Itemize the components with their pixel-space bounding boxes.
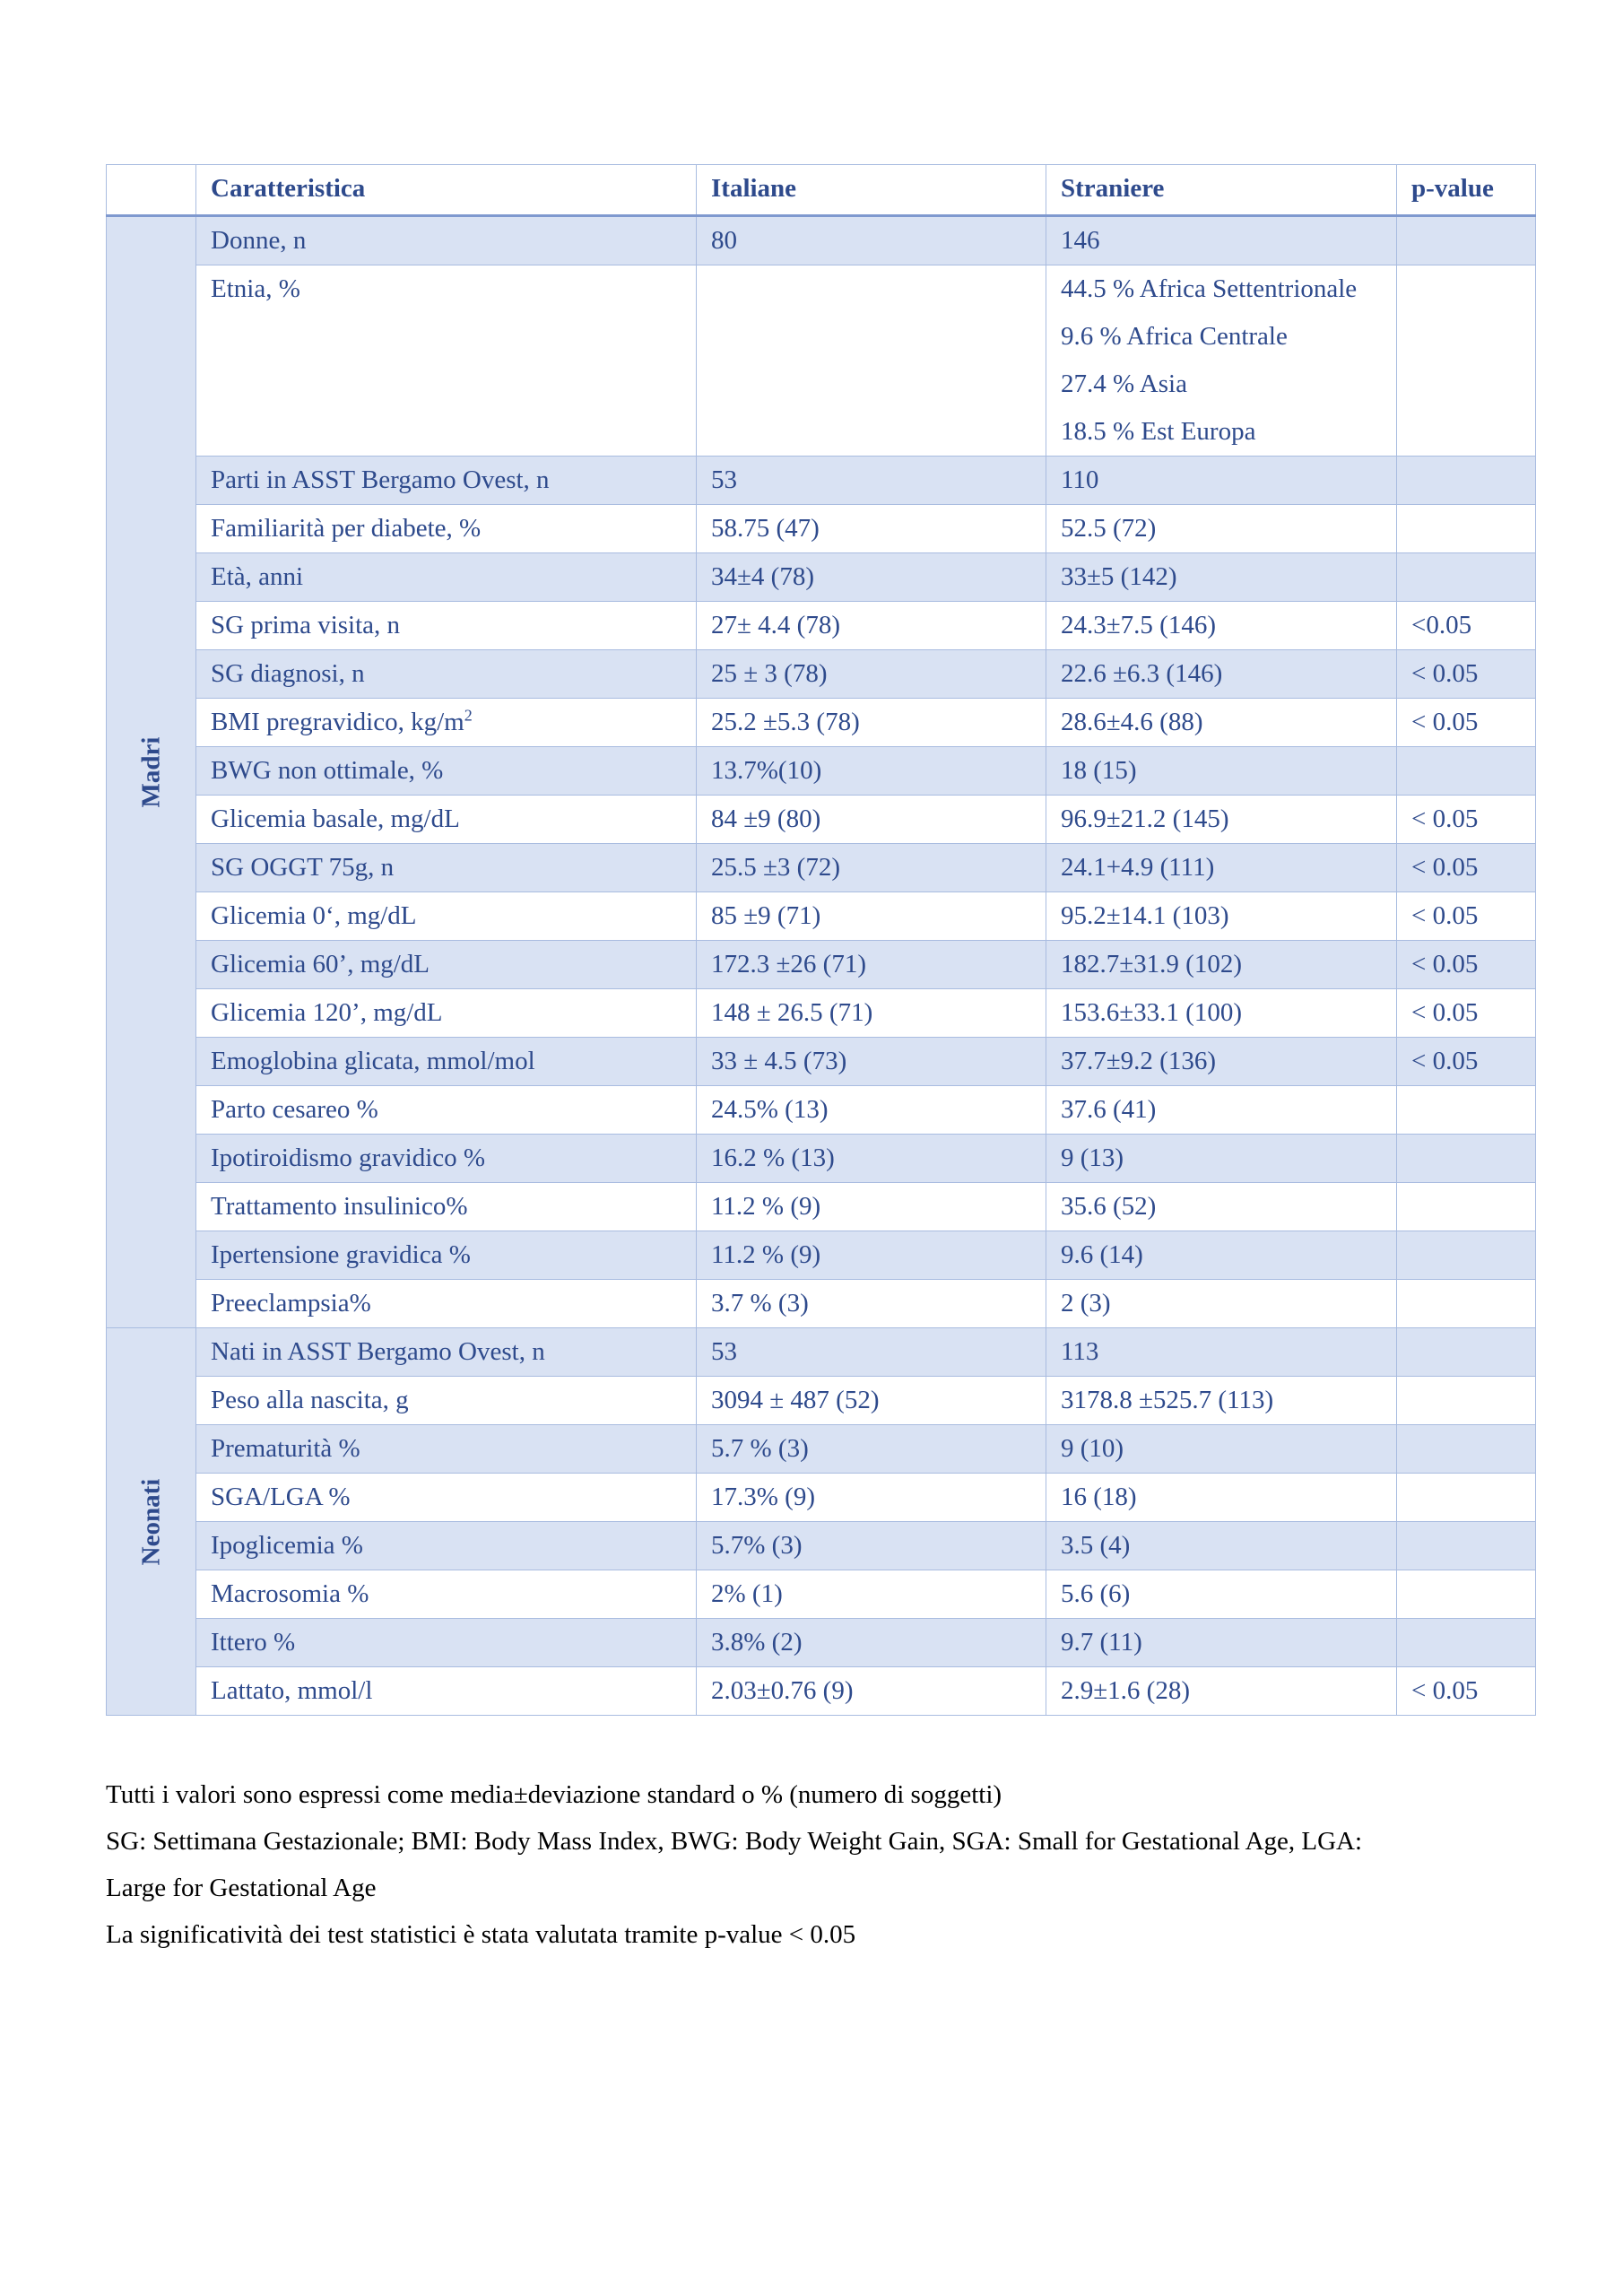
cell-p-value: < 0.05 bbox=[1397, 989, 1536, 1038]
straniere-line: 95.2±14.1 (103) bbox=[1061, 901, 1229, 930]
cell-straniere bbox=[1046, 1377, 1397, 1425]
characteristic-label: Emoglobina glicata, mmol/mol bbox=[211, 1047, 535, 1075]
cell-italiane: 33 ± 4.5 (73) bbox=[697, 1038, 1046, 1086]
straniere-line: 96.9±21.2 (145) bbox=[1061, 804, 1229, 833]
cell-straniere bbox=[1046, 1474, 1397, 1522]
characteristic-label: Parti in ASST Bergamo Ovest, n bbox=[211, 465, 550, 494]
table-row bbox=[107, 457, 1536, 505]
characteristic-label: Peso alla nascita, g bbox=[211, 1386, 409, 1414]
cell-straniere bbox=[1046, 747, 1397, 796]
characteristic-label: SG OGGT 75g, n bbox=[211, 853, 395, 882]
cell-p-value: < 0.05 bbox=[1397, 699, 1536, 747]
straniere-line: 5.6 (6) bbox=[1061, 1579, 1131, 1608]
characteristic-label: Preeclampsia% bbox=[211, 1289, 371, 1318]
cell-italiane: 53 bbox=[697, 457, 1046, 505]
table-row bbox=[107, 796, 1536, 844]
straniere-line: 18.5 % Est Europa bbox=[1061, 417, 1256, 446]
cell-straniere bbox=[1046, 1667, 1397, 1716]
cell-caratteristica bbox=[196, 1425, 697, 1474]
header-group bbox=[107, 165, 196, 216]
cell-caratteristica bbox=[196, 892, 697, 941]
cell-italiane: 172.3 ±26 (71) bbox=[697, 941, 1046, 989]
cell-p-value bbox=[1397, 216, 1536, 265]
cell-caratteristica bbox=[196, 602, 697, 650]
cell-straniere bbox=[1046, 1522, 1397, 1570]
table-header-row bbox=[107, 165, 1536, 216]
characteristic-label: Nati in ASST Bergamo Ovest, n bbox=[211, 1337, 545, 1366]
table-row bbox=[107, 1619, 1536, 1667]
straniere-line: 9.6 % Africa Centrale bbox=[1061, 322, 1288, 351]
table-row bbox=[107, 602, 1536, 650]
characteristic-label: Glicemia 120’, mg/dL bbox=[211, 998, 443, 1027]
characteristic-label: BWG non ottimale, % bbox=[211, 756, 444, 785]
cell-italiane: 24.5% (13) bbox=[697, 1086, 1046, 1135]
characteristic-label: Ipotiroidismo gravidico % bbox=[211, 1144, 486, 1172]
cell-p-value bbox=[1397, 1183, 1536, 1231]
table-row bbox=[107, 1425, 1536, 1474]
cell-p-value bbox=[1397, 553, 1536, 602]
cell-italiane: 16.2 % (13) bbox=[697, 1135, 1046, 1183]
straniere-line: 52.5 (72) bbox=[1061, 514, 1157, 543]
straniere-line: 27.4 % Asia bbox=[1061, 370, 1187, 398]
straniere-line: 3.5 (4) bbox=[1061, 1531, 1131, 1560]
characteristic-label: Prematurità % bbox=[211, 1434, 360, 1463]
header-caratteristica: Caratteristica bbox=[196, 165, 697, 216]
cell-straniere bbox=[1046, 602, 1397, 650]
cell-italiane: 85 ±9 (71) bbox=[697, 892, 1046, 941]
table-row bbox=[107, 844, 1536, 892]
cell-italiane: 2.03±0.76 (9) bbox=[697, 1667, 1046, 1716]
cell-italiane: 5.7% (3) bbox=[697, 1522, 1046, 1570]
cell-straniere bbox=[1046, 941, 1397, 989]
cell-straniere bbox=[1046, 699, 1397, 747]
table-row bbox=[107, 1570, 1536, 1619]
straniere-line: 24.3±7.5 (146) bbox=[1061, 611, 1216, 639]
table-notes bbox=[106, 1771, 1541, 1958]
cell-straniere bbox=[1046, 1619, 1397, 1667]
characteristic-label: BMI pregravidico, kg/m bbox=[211, 708, 464, 736]
table-row bbox=[107, 1522, 1536, 1570]
cell-p-value: < 0.05 bbox=[1397, 892, 1536, 941]
straniere-line: 2 (3) bbox=[1061, 1289, 1111, 1318]
cell-caratteristica bbox=[196, 1328, 697, 1377]
cell-caratteristica bbox=[196, 1086, 697, 1135]
cell-caratteristica bbox=[196, 1038, 697, 1086]
cell-caratteristica bbox=[196, 1280, 697, 1328]
table-row bbox=[107, 747, 1536, 796]
cell-straniere bbox=[1046, 505, 1397, 553]
cell-italiane bbox=[697, 265, 1046, 457]
cell-p-value bbox=[1397, 1474, 1536, 1522]
group-label: Madri bbox=[136, 736, 165, 808]
table-row bbox=[107, 1474, 1536, 1522]
cell-straniere bbox=[1046, 844, 1397, 892]
characteristic-label: Ittero % bbox=[211, 1628, 296, 1657]
cell-italiane: 2% (1) bbox=[697, 1570, 1046, 1619]
cell-straniere bbox=[1046, 265, 1397, 457]
cell-straniere bbox=[1046, 796, 1397, 844]
cell-straniere bbox=[1046, 1280, 1397, 1328]
cell-italiane: 25.5 ±3 (72) bbox=[697, 844, 1046, 892]
cell-italiane: 53 bbox=[697, 1328, 1046, 1377]
cell-caratteristica bbox=[196, 796, 697, 844]
cell-caratteristica bbox=[196, 989, 697, 1038]
straniere-line: 9 (10) bbox=[1061, 1434, 1124, 1463]
cell-straniere bbox=[1046, 1570, 1397, 1619]
cell-p-value bbox=[1397, 265, 1536, 457]
cell-caratteristica bbox=[196, 553, 697, 602]
cell-p-value: < 0.05 bbox=[1397, 796, 1536, 844]
cell-italiane: 3.7 % (3) bbox=[697, 1280, 1046, 1328]
cell-caratteristica bbox=[196, 699, 697, 747]
straniere-line: 22.6 ±6.3 (146) bbox=[1061, 659, 1223, 688]
characteristic-label: Glicemia 60’, mg/dL bbox=[211, 950, 430, 978]
table-row bbox=[107, 553, 1536, 602]
cell-straniere bbox=[1046, 1425, 1397, 1474]
cell-italiane: 13.7%(10) bbox=[697, 747, 1046, 796]
characteristic-label: SG prima visita, n bbox=[211, 611, 401, 639]
table-row bbox=[107, 216, 1536, 265]
group-cell bbox=[107, 1328, 196, 1716]
header-italiane: Italiane bbox=[697, 165, 1046, 216]
table-row bbox=[107, 1667, 1536, 1716]
table-row bbox=[107, 265, 1536, 457]
characteristic-label: Etnia, % bbox=[211, 274, 300, 303]
straniere-line: 16 (18) bbox=[1061, 1483, 1137, 1511]
cell-p-value bbox=[1397, 1522, 1536, 1570]
straniere-line: 9.6 (14) bbox=[1061, 1240, 1143, 1269]
table-row bbox=[107, 1377, 1536, 1425]
straniere-line: 37.6 (41) bbox=[1061, 1095, 1157, 1124]
characteristic-label: Glicemia basale, mg/dL bbox=[211, 804, 460, 833]
cell-straniere bbox=[1046, 1183, 1397, 1231]
cell-italiane: 148 ± 26.5 (71) bbox=[697, 989, 1046, 1038]
table-row bbox=[107, 1038, 1536, 1086]
cell-caratteristica bbox=[196, 1183, 697, 1231]
characteristic-label: Parto cesareo % bbox=[211, 1095, 378, 1124]
characteristic-label: Lattato, mmol/l bbox=[211, 1676, 373, 1705]
cell-p-value bbox=[1397, 1619, 1536, 1667]
cell-p-value bbox=[1397, 1280, 1536, 1328]
straniere-line: 3178.8 ±525.7 (113) bbox=[1061, 1386, 1274, 1414]
cell-p-value: < 0.05 bbox=[1397, 1667, 1536, 1716]
straniere-line: 113 bbox=[1061, 1337, 1099, 1366]
cell-italiane: 25.2 ±5.3 (78) bbox=[697, 699, 1046, 747]
straniere-line: 24.1+4.9 (111) bbox=[1061, 853, 1215, 882]
cell-italiane: 3094 ± 487 (52) bbox=[697, 1377, 1046, 1425]
characteristic-label: Ipoglicemia % bbox=[211, 1531, 363, 1560]
straniere-line: 18 (15) bbox=[1061, 756, 1137, 785]
characteristic-label: Trattamento insulinico% bbox=[211, 1192, 468, 1221]
cell-p-value bbox=[1397, 505, 1536, 553]
cell-straniere bbox=[1046, 216, 1397, 265]
cell-caratteristica bbox=[196, 941, 697, 989]
table-row bbox=[107, 1135, 1536, 1183]
cell-italiane: 80 bbox=[697, 216, 1046, 265]
cell-straniere bbox=[1046, 1231, 1397, 1280]
straniere-line: 9.7 (11) bbox=[1061, 1628, 1142, 1657]
cell-italiane: 25 ± 3 (78) bbox=[697, 650, 1046, 699]
note-line: Large for Gestational Age bbox=[106, 1874, 377, 1902]
characteristic-label: SGA/LGA % bbox=[211, 1483, 351, 1511]
table-row bbox=[107, 941, 1536, 989]
cell-italiane: 17.3% (9) bbox=[697, 1474, 1046, 1522]
group-cell bbox=[107, 216, 196, 1328]
document-page bbox=[106, 164, 1535, 1716]
straniere-line: 9 (13) bbox=[1061, 1144, 1124, 1172]
characteristic-label: Macrosomia % bbox=[211, 1579, 369, 1608]
header-p-value: p-value bbox=[1397, 165, 1536, 216]
cell-caratteristica bbox=[196, 216, 697, 265]
header-straniere: Straniere bbox=[1046, 165, 1397, 216]
cell-p-value bbox=[1397, 1328, 1536, 1377]
cell-caratteristica bbox=[196, 1522, 697, 1570]
note-line: Tutti i valori sono espressi come media±deviazione standard o % (numero di soggetti) bbox=[106, 1780, 1002, 1809]
characteristic-label: Glicemia 0‘, mg/dL bbox=[211, 901, 417, 930]
data-table bbox=[106, 164, 1536, 1716]
cell-italiane: 11.2 % (9) bbox=[697, 1231, 1046, 1280]
cell-caratteristica bbox=[196, 1231, 697, 1280]
cell-straniere bbox=[1046, 553, 1397, 602]
cell-caratteristica bbox=[196, 265, 697, 457]
cell-caratteristica bbox=[196, 1474, 697, 1522]
cell-straniere bbox=[1046, 892, 1397, 941]
cell-italiane: 58.75 (47) bbox=[697, 505, 1046, 553]
cell-p-value bbox=[1397, 1231, 1536, 1280]
table-row bbox=[107, 1328, 1536, 1377]
cell-straniere bbox=[1046, 457, 1397, 505]
table-row bbox=[107, 1231, 1536, 1280]
note-line: La significatività dei test statistici è stata valutata tramite p-value < 0.05 bbox=[106, 1920, 856, 1949]
cell-italiane: 84 ±9 (80) bbox=[697, 796, 1046, 844]
cell-p-value bbox=[1397, 1570, 1536, 1619]
table-row bbox=[107, 892, 1536, 941]
table-row bbox=[107, 1183, 1536, 1231]
table-row bbox=[107, 650, 1536, 699]
table-body bbox=[107, 216, 1536, 1716]
straniere-line: 28.6±4.6 (88) bbox=[1061, 708, 1203, 736]
cell-caratteristica bbox=[196, 1570, 697, 1619]
cell-caratteristica bbox=[196, 747, 697, 796]
cell-italiane: 34±4 (78) bbox=[697, 553, 1046, 602]
cell-p-value bbox=[1397, 747, 1536, 796]
characteristic-label: Ipertensione gravidica % bbox=[211, 1240, 471, 1269]
table-row bbox=[107, 699, 1536, 747]
straniere-line: 33±5 (142) bbox=[1061, 562, 1177, 591]
straniere-line: 146 bbox=[1061, 226, 1100, 255]
cell-caratteristica bbox=[196, 457, 697, 505]
superscript: 2 bbox=[464, 706, 473, 725]
cell-caratteristica bbox=[196, 1619, 697, 1667]
cell-caratteristica bbox=[196, 1667, 697, 1716]
cell-caratteristica bbox=[196, 844, 697, 892]
table-row bbox=[107, 989, 1536, 1038]
table-row bbox=[107, 1280, 1536, 1328]
cell-p-value: < 0.05 bbox=[1397, 941, 1536, 989]
cell-caratteristica bbox=[196, 650, 697, 699]
characteristic-label: SG diagnosi, n bbox=[211, 659, 365, 688]
characteristic-label: Familiarità per diabete, % bbox=[211, 514, 482, 543]
cell-straniere bbox=[1046, 1135, 1397, 1183]
cell-straniere bbox=[1046, 989, 1397, 1038]
cell-p-value bbox=[1397, 457, 1536, 505]
group-label: Neonati bbox=[136, 1478, 165, 1565]
cell-italiane: 5.7 % (3) bbox=[697, 1425, 1046, 1474]
characteristic-label: Età, anni bbox=[211, 562, 304, 591]
cell-straniere bbox=[1046, 650, 1397, 699]
cell-italiane: 3.8% (2) bbox=[697, 1619, 1046, 1667]
table-row bbox=[107, 1086, 1536, 1135]
cell-caratteristica bbox=[196, 505, 697, 553]
cell-straniere bbox=[1046, 1086, 1397, 1135]
cell-p-value bbox=[1397, 1425, 1536, 1474]
cell-italiane: 11.2 % (9) bbox=[697, 1183, 1046, 1231]
characteristic-label: Donne, n bbox=[211, 226, 307, 255]
cell-p-value: < 0.05 bbox=[1397, 1038, 1536, 1086]
cell-p-value: <0.05 bbox=[1397, 602, 1536, 650]
straniere-line: 153.6±33.1 (100) bbox=[1061, 998, 1242, 1027]
cell-p-value: < 0.05 bbox=[1397, 650, 1536, 699]
straniere-line: 44.5 % Africa Settentrionale bbox=[1061, 274, 1358, 303]
straniere-line: 2.9±1.6 (28) bbox=[1061, 1676, 1190, 1705]
table-row bbox=[107, 505, 1536, 553]
cell-p-value bbox=[1397, 1377, 1536, 1425]
straniere-line: 110 bbox=[1061, 465, 1099, 494]
cell-caratteristica bbox=[196, 1377, 697, 1425]
straniere-line: 37.7±9.2 (136) bbox=[1061, 1047, 1216, 1075]
cell-caratteristica bbox=[196, 1135, 697, 1183]
straniere-line: 35.6 (52) bbox=[1061, 1192, 1157, 1221]
cell-italiane: 27± 4.4 (78) bbox=[697, 602, 1046, 650]
cell-p-value bbox=[1397, 1135, 1536, 1183]
note-line: SG: Settimana Gestazionale; BMI: Body Mass Index, BWG: Body Weight Gain, SGA: Small for Gestational Age, LGA: bbox=[106, 1827, 1363, 1856]
cell-straniere bbox=[1046, 1328, 1397, 1377]
cell-p-value: < 0.05 bbox=[1397, 844, 1536, 892]
cell-straniere bbox=[1046, 1038, 1397, 1086]
straniere-line: 182.7±31.9 (102) bbox=[1061, 950, 1242, 978]
cell-p-value bbox=[1397, 1086, 1536, 1135]
